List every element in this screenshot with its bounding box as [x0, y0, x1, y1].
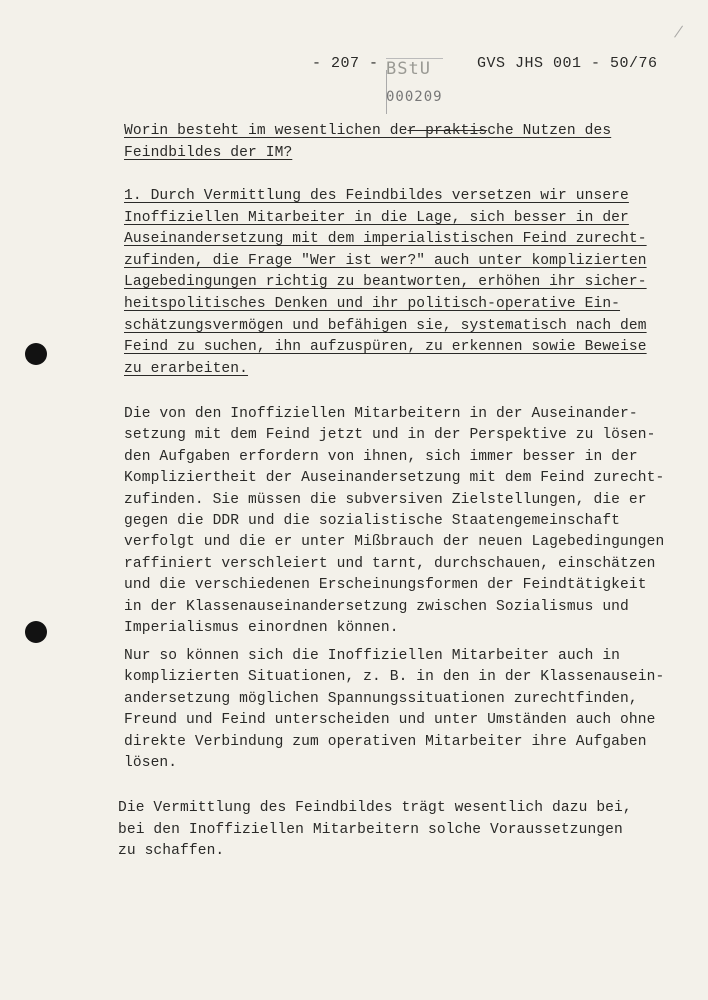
text-line: Freund und Feind unterscheiden und unter Umständen auch ohne	[124, 712, 656, 729]
body-paragraph-1	[124, 404, 665, 639]
text-line: gegen die DDR und die sozialistische Staatengemeinschaft	[124, 513, 621, 530]
document-reference: GVS JHS 001 - 50/76	[477, 55, 658, 72]
archive-stamp	[386, 58, 443, 105]
stamp-label: BStU	[386, 58, 443, 79]
text-line: zu erarbeiten.	[124, 360, 249, 377]
stamp-number: 000209	[386, 89, 443, 105]
page-number: - 207 -	[312, 55, 379, 72]
text-line: lösen.	[124, 755, 178, 772]
question-heading	[124, 120, 654, 164]
text-line: in der Klassenauseinandersetzung zwischen Sozialismus und	[124, 598, 629, 615]
text-line: zufinden, die Frage "Wer ist wer?" auch unter komplizierten	[124, 252, 647, 269]
question-line-1	[124, 120, 654, 142]
question-text-b: che Nutzen des	[487, 123, 612, 139]
question-line-2: Feindbildes der IM?	[124, 145, 293, 161]
text-line: Imperialismus einordnen können.	[124, 620, 399, 637]
text-line: Inoffiziellen Mitarbeiter in die Lage, sich besser in der	[124, 209, 629, 226]
text-line: Auseinandersetzung mit dem imperialistischen Feind zurecht-	[124, 231, 647, 248]
text-line: zu schaffen.	[118, 843, 225, 860]
text-line: Kompliziertheit der Auseinandersetzung mit dem Feind zurecht-	[124, 470, 665, 487]
answer-point-1	[124, 186, 654, 380]
text-line: setzung mit dem Feind jetzt und in der Perspektive zu lösen-	[124, 427, 656, 444]
text-line: Die von den Inoffiziellen Mitarbeitern in der Auseinander-	[124, 406, 638, 422]
question-struck-text: r praktis	[407, 123, 488, 139]
body-paragraph-3	[118, 798, 648, 863]
text-line: 1. Durch Vermittlung des Feindbildes versetzen wir unsere	[124, 188, 629, 204]
text-line: verfolgt und die er unter Mißbrauch der neuen Lagebedingungen	[124, 534, 665, 551]
text-line: direkte Verbindung zum operativen Mitarbeiter ihre Aufgaben	[124, 733, 647, 750]
text-line: schätzungsvermögen und befähigen sie, systematisch nach dem	[124, 317, 647, 334]
text-line: komplizierten Situationen, z. B. in den in der Klassenausein-	[124, 669, 665, 686]
text-line: bei den Inoffiziellen Mitarbeitern solche Voraussetzungen	[118, 821, 623, 838]
punch-hole	[25, 343, 47, 365]
text-line: Lagebedingungen richtig zu beantworten, erhöhen ihr sicher-	[124, 274, 647, 291]
text-line: Die Vermittlung des Feindbildes trägt wesentlich dazu bei,	[118, 800, 632, 816]
pencil-mark	[674, 26, 693, 45]
text-line: den Aufgaben erfordern von ihnen, sich immer besser in der	[124, 448, 638, 465]
text-line: und die verschiedenen Erscheinungsformen der Feindtätigkeit	[124, 577, 647, 594]
body-paragraph-2	[124, 646, 665, 774]
text-line: Nur so können sich die Inoffiziellen Mitarbeiter auch in	[124, 648, 621, 664]
punch-hole	[25, 621, 47, 643]
question-text-a: Worin besteht im wesentlichen de	[124, 123, 408, 139]
text-line: heitspolitisches Denken und ihr politisch-operative Ein-	[124, 295, 621, 312]
text-line: raffiniert verschleiert und tarnt, durchschauen, einschätzen	[124, 555, 656, 572]
text-line: andersetzung möglichen Spannungssituationen zurechtfinden,	[124, 690, 638, 707]
text-line: zufinden. Sie müssen die subversiven Zielstellungen, die er	[124, 491, 647, 508]
text-line: Feind zu suchen, ihn aufzuspüren, zu erkennen sowie Beweise	[124, 339, 647, 356]
